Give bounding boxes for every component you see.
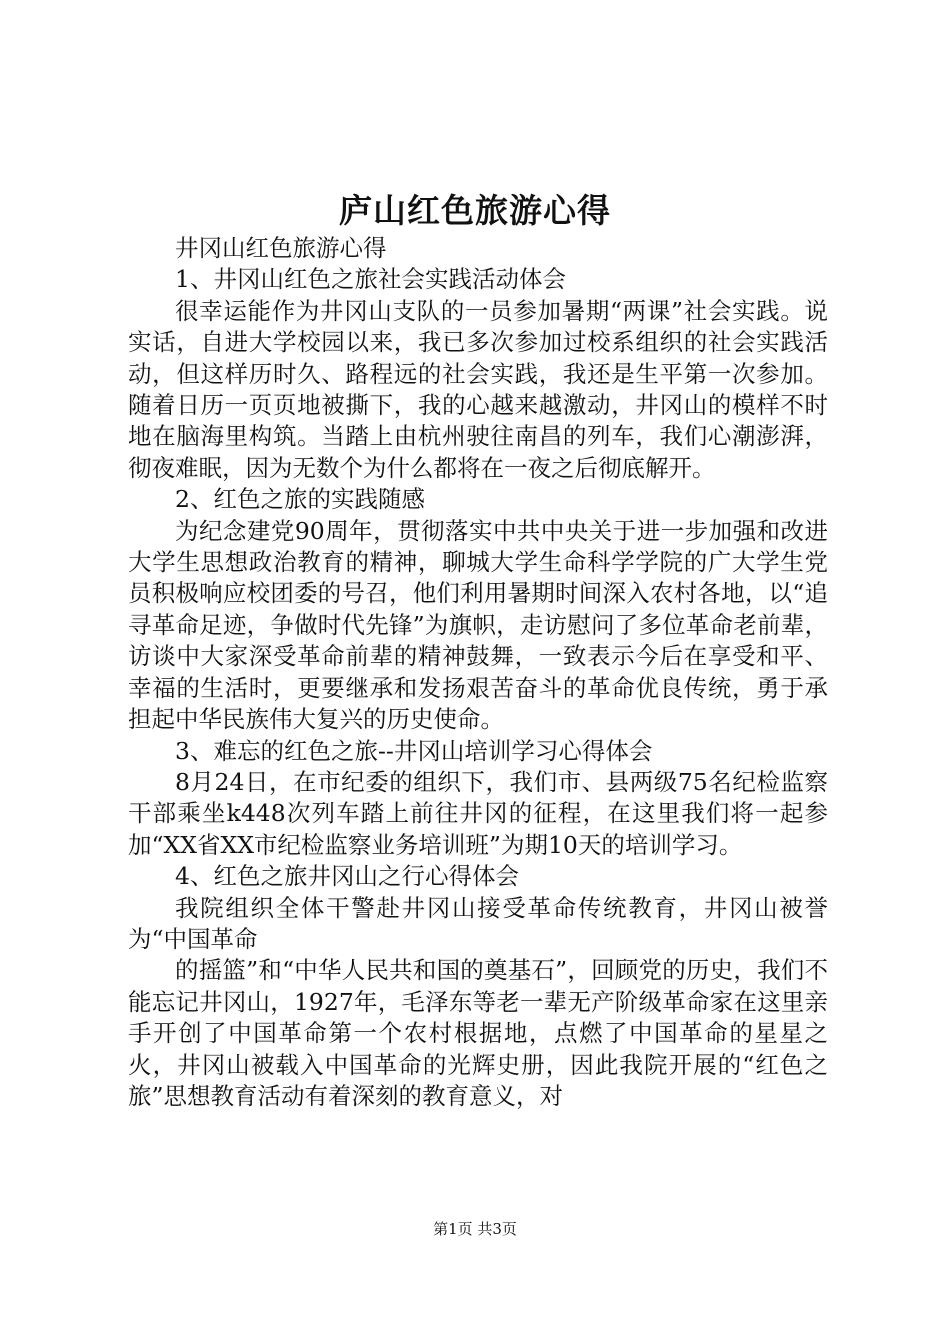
body-paragraph-2: 为纪念建党90周年，贯彻落实中共中央关于进一步加强和改进大学生思想政治教育的精神，聊城大学生命科学学院的广大学生党员积极响应校团委的号召，他们利用暑期时间深入农村各地，以“追寻革命足迹，争做时代先锋”为旗帜，走访慰问了多位革命老前辈，访谈中大家深受革命前辈的精神鼓舞，一致表示今后在享受和平、幸福的生活时，更要继承和发扬艰苦奋斗的革命优良传统，勇于承担起中华民族伟大复兴的历史使命。: [128, 516, 828, 734]
document-body: [128, 233, 828, 1112]
section-heading-3: 3、难忘的红色之旅--井冈山培训学习心得体会: [175, 736, 653, 765]
section-heading-1: 1、井冈山红色之旅社会实践活动体会: [175, 265, 566, 294]
section-heading-4: 4、红色之旅井冈山之行心得体会: [175, 862, 519, 891]
body-paragraph-4b: 的摇篮”和“中华人民共和国的奠基石”，回顾党的历史，我们不能忘记井冈山，1927年，毛泽东等老一辈无产阶级革命家在这里亲手开创了中国革命第一个农村根据地，点燃了中国革命的星星之火，井冈山被载入中国革命的光辉史册，因此我院开展的“红色之旅”思想教育活动有着深刻的教育意义，对: [128, 956, 828, 1110]
body-paragraph-3: 8月24日，在市纪委的组织下，我们市、县两级75名纪检监察干部乘坐k448次列车踏上前往井冈的征程，在这里我们将一起参加“XX省XX市纪检监察业务培训班”为期10天的培训学习。: [128, 767, 828, 859]
section-heading-2: 2、红色之旅的实践随感: [175, 485, 425, 514]
body-paragraph-4a: 我院组织全体干警赴井冈山接受革命传统教育，井冈山被誉为“中国革命: [128, 893, 828, 953]
page-footer: 第1页 共3页: [433, 1220, 517, 1238]
body-paragraph-1: 很幸运能作为井冈山支队的一员参加暑期“两课”社会实践。说实话，自进大学校园以来，我已多次参加过校系组织的社会实践活动，但这样历时久、路程远的社会实践，我还是生平第一次参加。随着日历一页页地被撕下，我的心越来越激动，井冈山的模样不时地在脑海里构筑。当踏上由杭州驶往南昌的列车，我们心潮澎湃，彻夜难眠，因为无数个为什么都将在一夜之后彻底解开。: [128, 296, 828, 482]
document-title: 庐山红色旅游心得: [339, 191, 611, 230]
subtitle-paragraph: 井冈山红色旅游心得: [175, 234, 387, 262]
